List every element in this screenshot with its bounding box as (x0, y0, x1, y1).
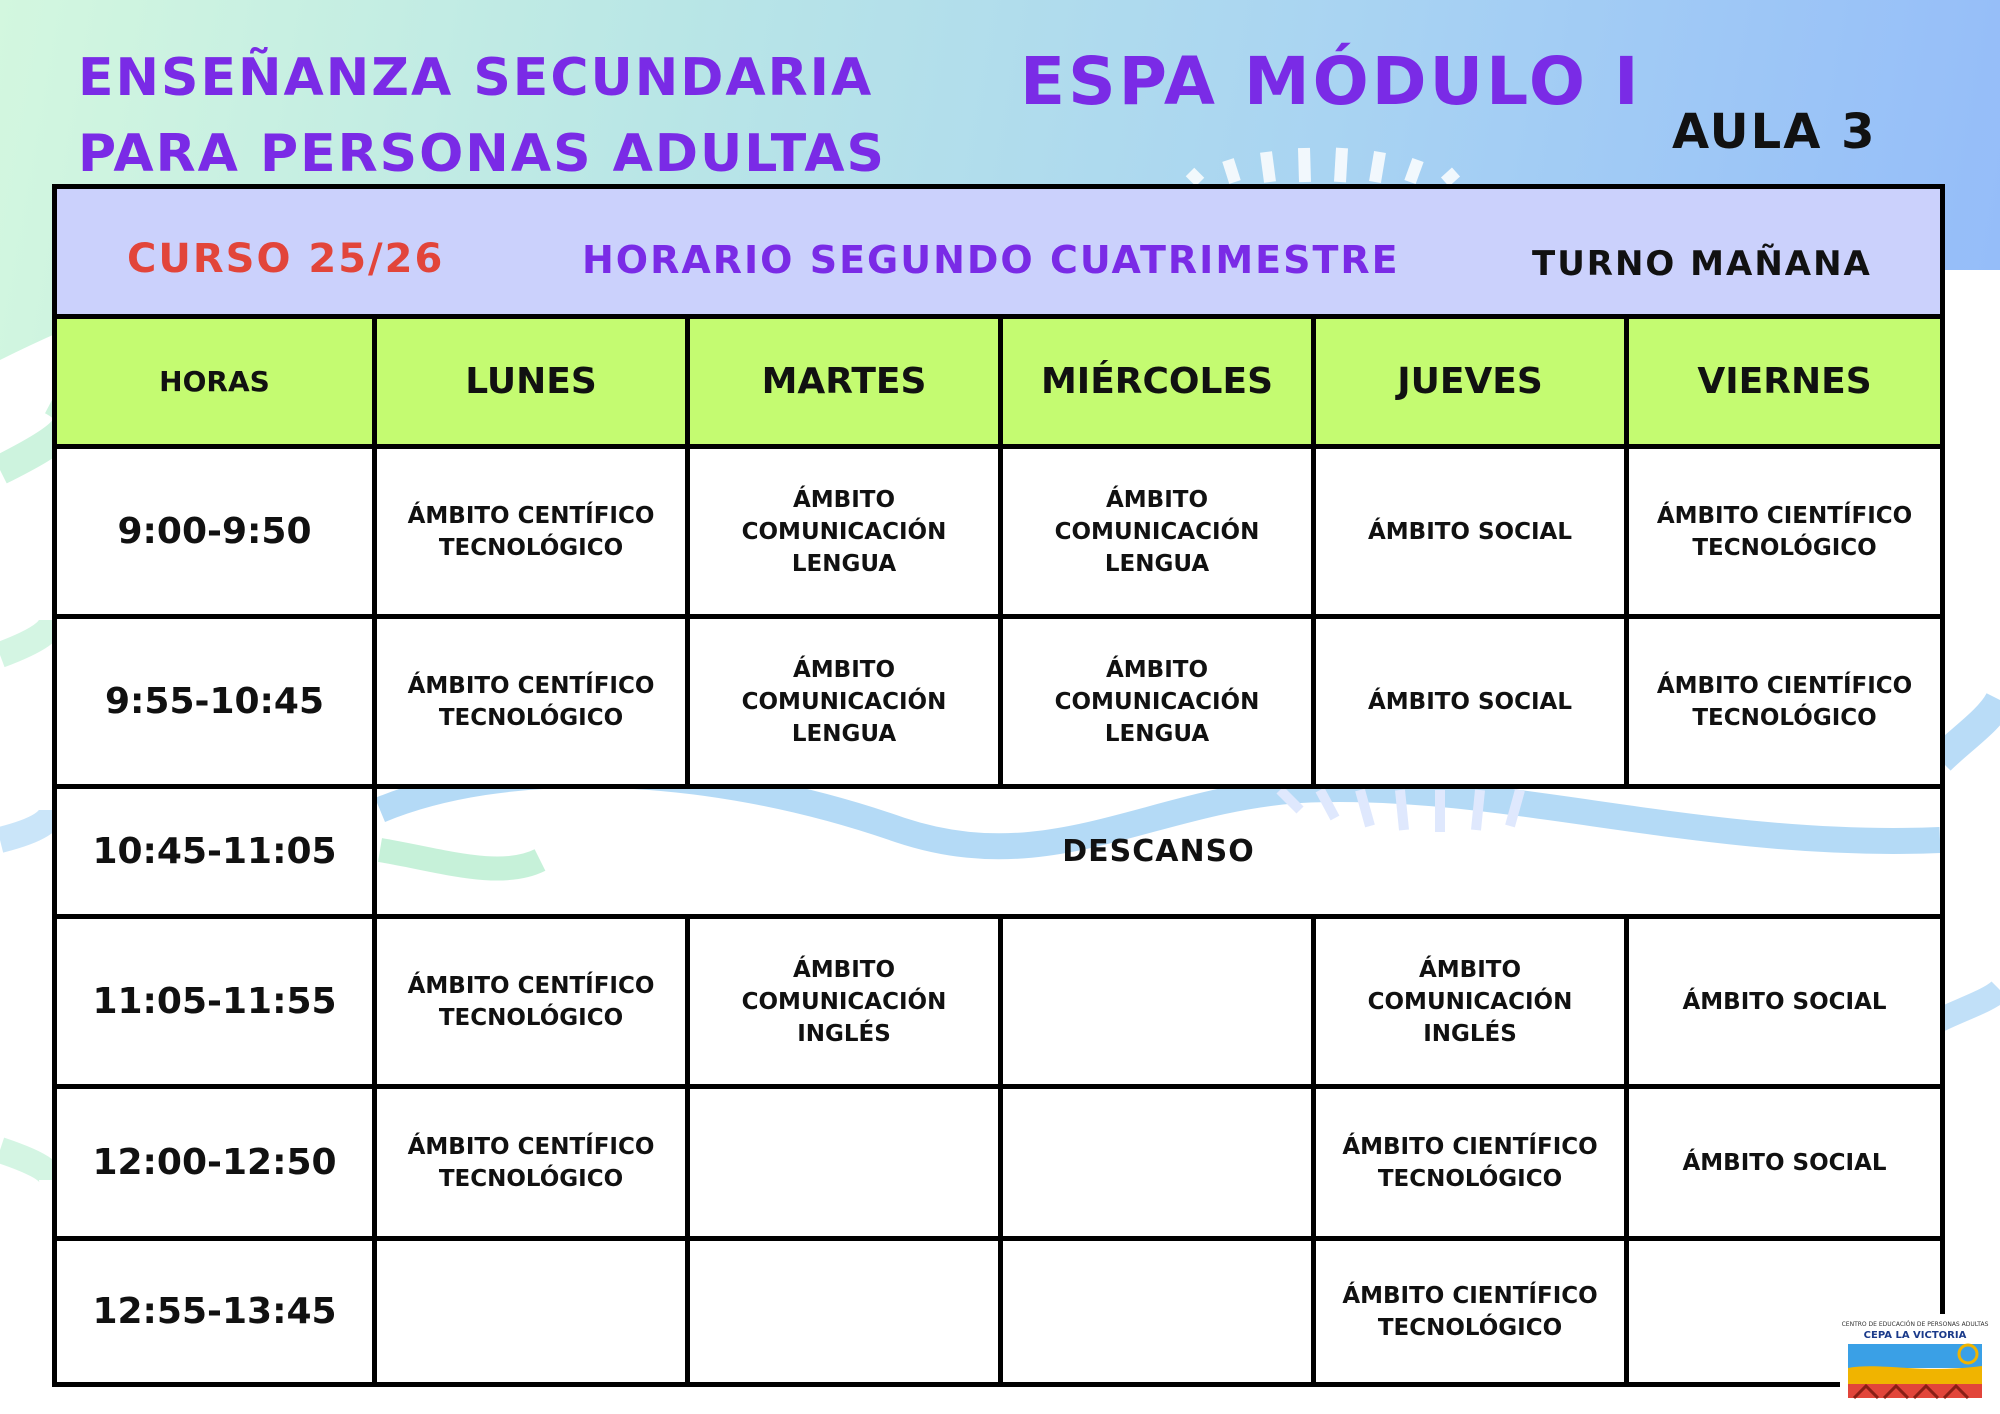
time-slot: 12:00-12:50 (55, 1087, 375, 1239)
class-cell: ÁMBITO CENTÍFICO TECNOLÓGICO (375, 1087, 688, 1239)
shift-label: TURNO MAÑANA (1532, 243, 1872, 284)
class-cell (375, 1239, 688, 1385)
class-cell: ÁMBITO CENTÍFICO TECNOLÓGICO (375, 447, 688, 617)
time-slot: 11:05-11:55 (55, 917, 375, 1087)
table-row (55, 917, 1943, 1087)
svg-text:CENTRO DE EDUCACIÓN DE PERSONA: CENTRO DE EDUCACIÓN DE PERSONAS ADULTAS (1841, 1321, 1989, 1328)
class-cell: ÁMBITO COMUNICACIÓN LENGUA (1001, 617, 1314, 787)
column-header-monday: LUNES (375, 317, 688, 447)
class-cell: ÁMBITO CIENTÍFICO TECNOLÓGICO (1314, 1239, 1627, 1385)
class-cell: ÁMBITO CIENTÍFICO TECNOLÓGICO (1314, 1087, 1627, 1239)
class-cell: ÁMBITO SOCIAL (1627, 1087, 1943, 1239)
class-cell: ÁMBITO CENTÍFICO TECNOLÓGICO (375, 917, 688, 1087)
class-cell (688, 1239, 1001, 1385)
program-title (78, 40, 886, 192)
schedule-table (52, 184, 1945, 1387)
class-cell (1001, 1087, 1314, 1239)
class-cell: ÁMBITO SOCIAL (1314, 447, 1627, 617)
module-title: ESPA MÓDULO I (1020, 43, 1642, 120)
program-title-line-1: ENSEÑANZA SECUNDARIA (78, 48, 874, 108)
column-header-friday: VIERNES (1627, 317, 1943, 447)
class-cell: ÁMBITO COMUNICACIÓN LENGUA (688, 617, 1001, 787)
table-row (55, 447, 1943, 617)
school-logo (1840, 1314, 1990, 1410)
schedule-label: HORARIO SEGUNDO CUATRIMESTRE (582, 237, 1400, 282)
table-row (55, 1087, 1943, 1239)
course-label: CURSO 25/26 (127, 235, 445, 282)
time-slot: 10:45-11:05 (55, 787, 375, 917)
class-cell: ÁMBITO COMUNICACIÓN INGLÉS (688, 917, 1001, 1087)
room-label: AULA 3 (1672, 104, 1877, 160)
time-slot: 12:55-13:45 (55, 1239, 375, 1385)
column-header-wednesday: MIÉRCOLES (1001, 317, 1314, 447)
program-title-line-2: PARA PERSONAS ADULTAS (78, 124, 886, 184)
time-slot: 9:00-9:50 (55, 447, 375, 617)
table-header-row (55, 317, 1943, 447)
table-row (55, 1239, 1943, 1385)
column-header-tuesday: MARTES (688, 317, 1001, 447)
column-header-hours: HORAS (55, 317, 375, 447)
class-cell: ÁMBITO COMUNICACIÓN INGLÉS (1314, 917, 1627, 1087)
class-cell: ÁMBITO CIENTÍFICO TECNOLÓGICO (1627, 447, 1943, 617)
time-slot: 9:55-10:45 (55, 617, 375, 787)
class-cell (1001, 917, 1314, 1087)
class-cell: ÁMBITO CIENTÍFICO TECNOLÓGICO (1627, 617, 1943, 787)
schedule-banner (55, 187, 1943, 317)
column-header-thursday: JUEVES (1314, 317, 1627, 447)
class-cell (688, 1087, 1001, 1239)
break-cell: DESCANSO (375, 787, 1943, 917)
svg-text:CEPA LA VICTORIA: CEPA LA VICTORIA (1863, 1330, 1967, 1341)
table-row-break (55, 787, 1943, 917)
class-cell: ÁMBITO SOCIAL (1627, 917, 1943, 1087)
class-cell: ÁMBITO COMUNICACIÓN LENGUA (1001, 447, 1314, 617)
class-cell: ÁMBITO CENTÍFICO TECNOLÓGICO (375, 617, 688, 787)
class-cell (1001, 1239, 1314, 1385)
class-cell: ÁMBITO SOCIAL (1314, 617, 1627, 787)
table-row (55, 617, 1943, 787)
class-cell: ÁMBITO COMUNICACIÓN LENGUA (688, 447, 1001, 617)
